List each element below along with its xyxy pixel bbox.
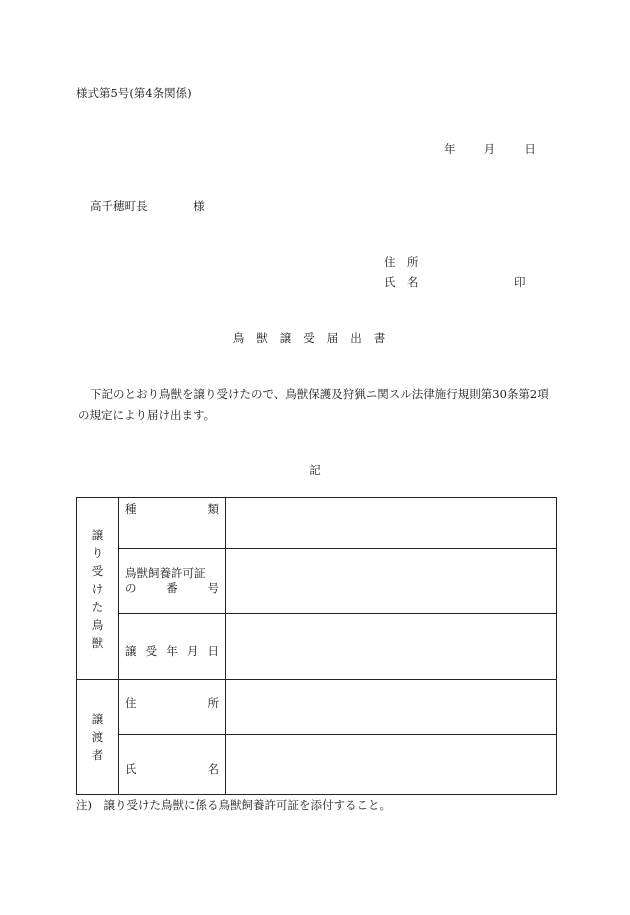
field-transferor-name[interactable] (226, 735, 557, 795)
label-transferor-name: 氏 名 (119, 735, 226, 795)
body-paragraph (78, 384, 553, 426)
document-title: 鳥獣譲受届出書 (232, 331, 398, 345)
label-transferor-address: 住 所 (119, 680, 226, 735)
date-month: 月 (483, 142, 496, 156)
ki-heading: 記 (309, 463, 321, 477)
field-permit-number[interactable] (226, 549, 557, 614)
addressee-name: 高千穂町長 (90, 199, 148, 213)
notification-table (76, 497, 557, 795)
field-transferor-address[interactable] (226, 680, 557, 735)
field-transfer-date[interactable] (226, 614, 557, 680)
group-transferor (77, 680, 119, 795)
addressee-honorific: 様 (193, 199, 205, 213)
group-transferor-label: 譲 渡 者 (91, 712, 104, 762)
group-received-animal (77, 498, 119, 680)
table-row (77, 498, 557, 549)
field-species[interactable] (226, 498, 557, 549)
table-row (77, 549, 557, 614)
group-received-animal-label: 譲 り 受 け た 鳥 獣 (91, 527, 104, 650)
applicant-address-label: 住 所 (384, 255, 419, 269)
table-row (77, 680, 557, 735)
form-number: 様式第5号(第4条関係) (76, 86, 192, 100)
label-transfer-date: 譲 受 年 月 日 (119, 614, 226, 680)
applicant-name-label: 氏 名 (384, 275, 419, 289)
date-year: 年 (444, 142, 456, 156)
label-species: 種 類 (119, 498, 226, 549)
body-text: 下記のとおり鳥獣を譲り受けたので、鳥獣保護及狩猟ニ関スル法律施行規則第30条第2項の規定により届け出ます。 (78, 387, 549, 422)
table-row (77, 614, 557, 680)
addressee (90, 198, 205, 214)
date-line (444, 141, 536, 157)
date-day: 日 (524, 142, 536, 156)
label-permit-number: 鳥獣飼養許可証 の 番 号 (119, 549, 226, 614)
footnote: 注) 譲り受けた鳥獣に係る鳥獣飼養許可証を添付すること。 (76, 798, 391, 812)
table-row (77, 735, 557, 795)
seal-mark: 印 (514, 275, 526, 289)
